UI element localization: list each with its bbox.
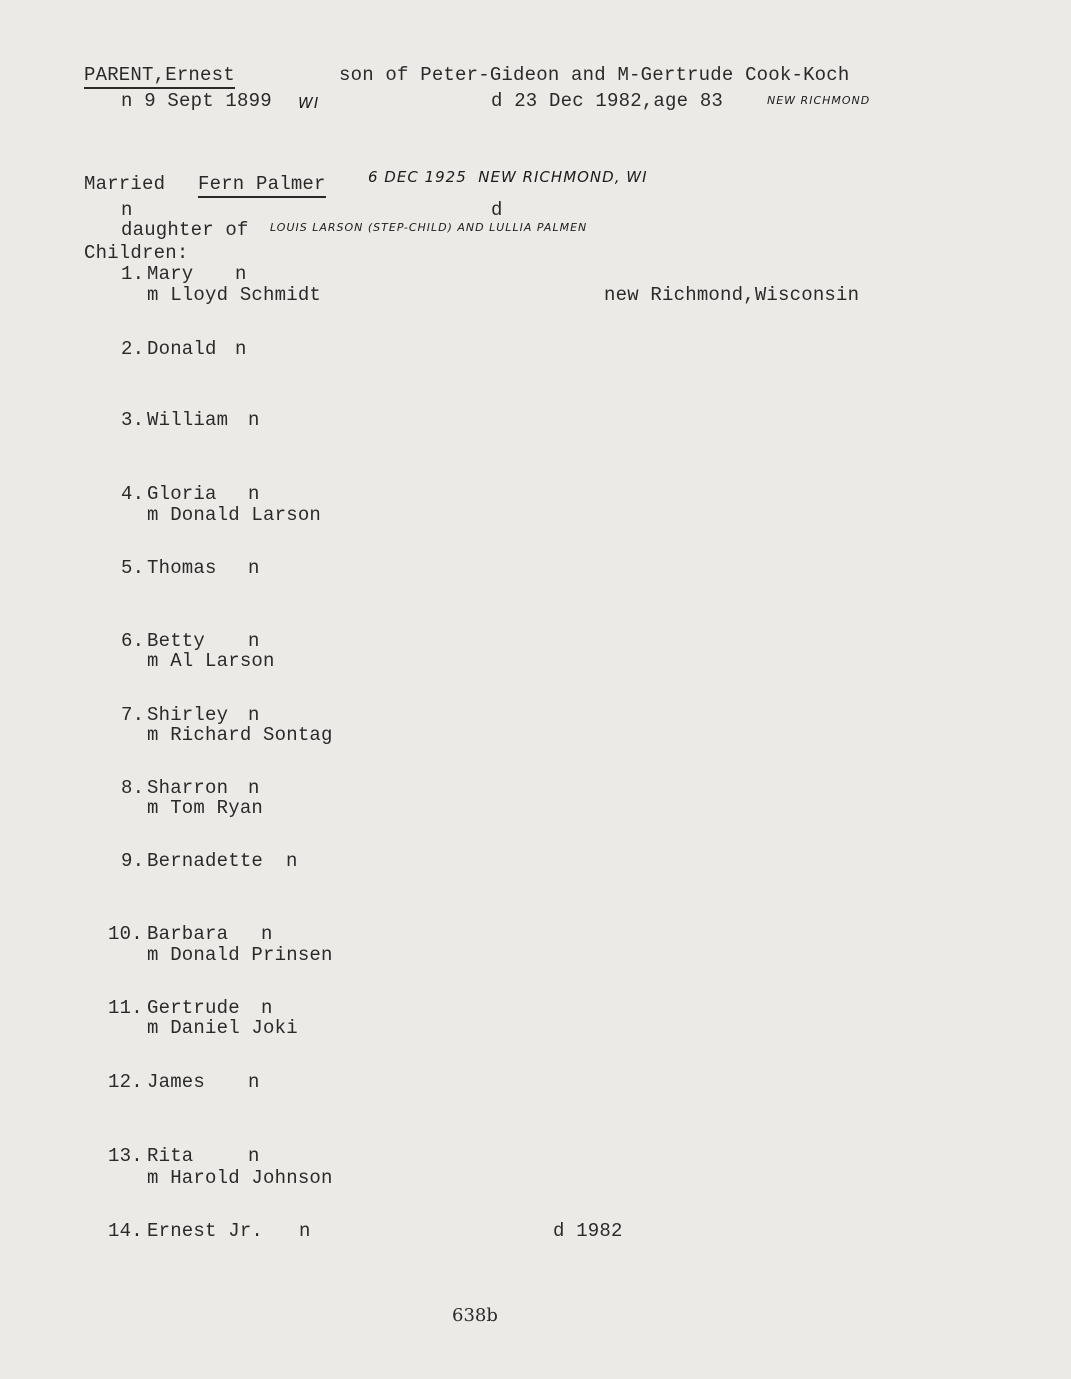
- daughter-of-label: daughter of: [121, 219, 249, 241]
- subject-name: PARENT,Ernest: [84, 64, 235, 89]
- child-number: 14.: [108, 1220, 143, 1242]
- child-birth: n: [248, 557, 260, 579]
- child-birth: n: [235, 338, 247, 360]
- child-birth: n: [248, 483, 260, 505]
- child-name: Shirley: [147, 704, 229, 726]
- child-birth: n: [248, 1145, 260, 1167]
- child-spouse: m Lloyd Schmidt: [147, 284, 322, 306]
- spouse-name: Fern Palmer: [198, 173, 326, 198]
- child-name: Thomas: [147, 557, 217, 579]
- child-spouse: m Donald Prinsen: [147, 944, 333, 966]
- child-name: Donald: [147, 338, 217, 360]
- child-death: d 1982: [553, 1220, 623, 1242]
- child-birth: n: [299, 1220, 311, 1242]
- child-number: 8.: [121, 777, 145, 799]
- children-label: Children:: [84, 242, 189, 264]
- child-spouse: m Tom Ryan: [147, 797, 264, 819]
- child-number: 9.: [121, 850, 145, 872]
- child-birth: n: [235, 263, 247, 285]
- subject-parents: son of Peter-Gideon and M-Gertrude Cook-Koch: [339, 64, 850, 86]
- child-spouse: m Donald Larson: [147, 504, 322, 526]
- child-name: Barbara: [147, 923, 229, 945]
- subject-death-place-handwritten: NEW RICHMOND: [767, 94, 871, 107]
- married-label: Married: [84, 173, 166, 195]
- child-name: Gloria: [147, 483, 217, 505]
- child-birth: n: [261, 923, 273, 945]
- child-place: new Richmond,Wisconsin: [604, 284, 860, 306]
- child-number: 3.: [121, 409, 145, 431]
- marriage-date-place-handwritten: 6 DEC 1925 NEW RICHMOND, WI: [368, 168, 648, 186]
- child-number: 4.: [121, 483, 145, 505]
- child-number: 1.: [121, 263, 145, 285]
- child-name: Ernest Jr.: [147, 1220, 264, 1242]
- child-number: 5.: [121, 557, 145, 579]
- child-number: 10.: [108, 923, 143, 945]
- subject-birth-place-handwritten: WI: [298, 94, 320, 112]
- spouse-parents-handwritten: LOUIS LARSON (STEP-CHILD) AND LULLIA PALMEN: [270, 221, 588, 234]
- child-number: 12.: [108, 1071, 143, 1093]
- child-spouse: m Daniel Joki: [147, 1017, 298, 1039]
- child-name: Mary: [147, 263, 194, 285]
- child-birth: n: [248, 1071, 260, 1093]
- child-name: Gertrude: [147, 997, 240, 1019]
- child-name: Rita: [147, 1145, 194, 1167]
- subject-death: d 23 Dec 1982,age 83: [491, 90, 724, 112]
- child-birth: n: [261, 997, 273, 1019]
- child-name: Sharron: [147, 777, 229, 799]
- child-name: Bernadette: [147, 850, 264, 872]
- child-birth: n: [248, 777, 260, 799]
- child-birth: n: [248, 409, 260, 431]
- child-spouse: m Al Larson: [147, 650, 275, 672]
- child-name: James: [147, 1071, 206, 1093]
- spouse-birth: n: [121, 199, 133, 221]
- child-birth: n: [248, 704, 260, 726]
- child-name: William: [147, 409, 229, 431]
- spouse-death: d: [491, 199, 503, 221]
- child-number: 11.: [108, 997, 143, 1019]
- child-birth: n: [248, 630, 260, 652]
- child-number: 7.: [121, 704, 145, 726]
- child-spouse: m Harold Johnson: [147, 1167, 333, 1189]
- subject-birth: n 9 Sept 1899: [121, 90, 272, 112]
- child-number: 2.: [121, 338, 145, 360]
- page-number: 638b: [452, 1305, 498, 1326]
- child-name: Betty: [147, 630, 206, 652]
- child-number: 13.: [108, 1145, 143, 1167]
- child-number: 6.: [121, 630, 145, 652]
- child-birth: n: [286, 850, 298, 872]
- child-spouse: m Richard Sontag: [147, 724, 333, 746]
